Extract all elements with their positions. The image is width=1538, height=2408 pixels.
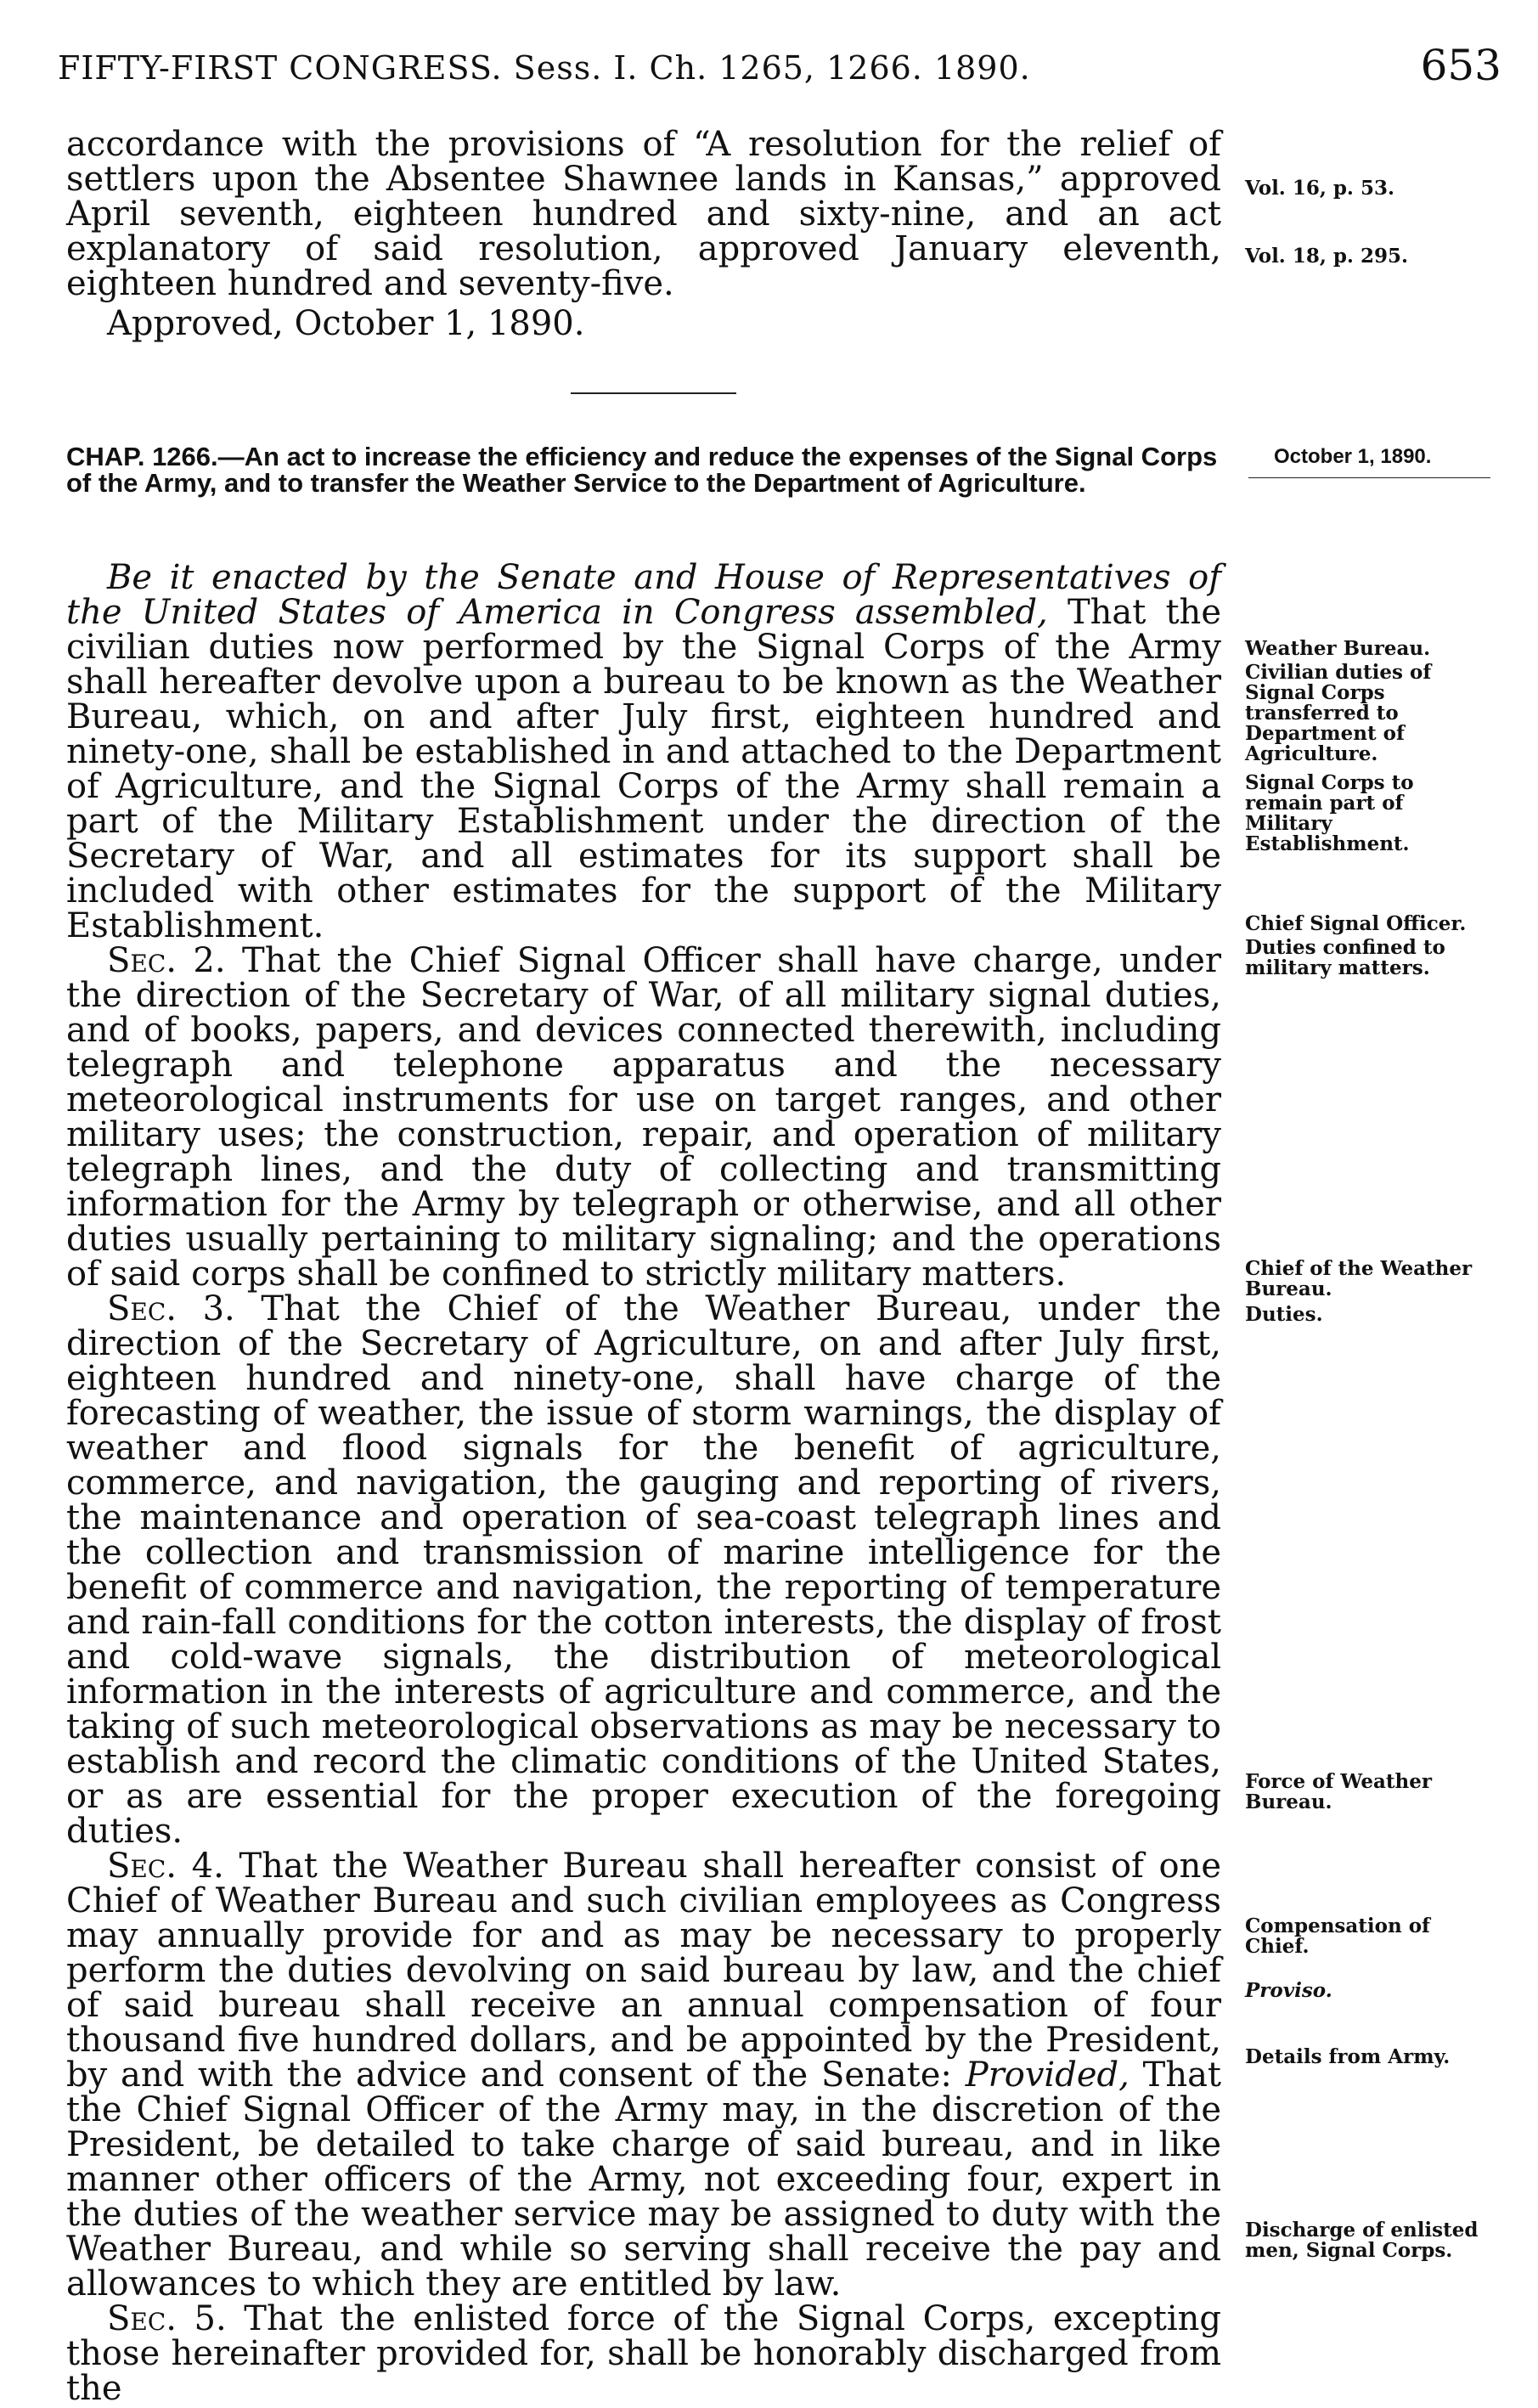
- margin-note-chief-signal-officer: Chief Signal Officer.: [1245, 912, 1467, 935]
- chapter-date: October 1, 1890.: [1274, 445, 1432, 468]
- margin-note-chief-weather-bureau: Chief of the Weather Bureau.: [1245, 1257, 1473, 1300]
- page-header: [58, 41, 1501, 100]
- enacting-paragraph: [66, 558, 1221, 945]
- margin-note-signal-corps-remain: Signal Corps to remain part of Military Establishment.: [1245, 771, 1414, 855]
- running-head: FIFTY-FIRST CONGRESS. Sess. I. Ch. 1265, 1266. 1890.: [58, 49, 1031, 87]
- section-2: [66, 941, 1222, 1294]
- opening-text: accordance with the provisions of “A resolution for the relief of settlers upon the Absentee Shawnee lands in Kansas,” approved April seventh, eighteen hundred and sixty-nine, and an act explanatory of said resolution, approved January eleventh, eighteen hundred and seventy-five.: [66, 125, 1221, 303]
- act-body: [66, 558, 1222, 2408]
- section-5: [66, 2299, 1222, 2408]
- margin-note-duties: Duties.: [1245, 1303, 1323, 1326]
- section-5-label: Sec. 5.: [107, 2299, 227, 2338]
- section-2-text: That the Chief Signal Officer shall have charge, under the direction of the Secretary of War, of all military signal duties, and of books, papers, and devices connected therewith, including telegraph and telephone apparatus and the necessary meteorological instruments for use on target ranges, and other military uses; the construction, repair, and operation of military telegraph lines, and the duty of collecting and transmitting information for the Army by telegraph or otherwise, and all other duties usually pertaining to military signaling; and the operations of said corps shall be confined to strictly military matters.: [66, 941, 1222, 1294]
- margin-note-details-army: Details from Army.: [1245, 2045, 1451, 2068]
- section-1-text: That the civilian duties now performed by the Signal Corps of the Army shall hereafter devolve upon a bureau to be known as the Weather Bureau, which, on and after July first, eighteen hundred and ninety-one, shall be established in and attached to the Department of Agriculture, and the Signal Corps of the Army shall remain a part of the Military Establishment under the direction of the Secretary of War, and all estimates for its support shall be included with other estimates for the support of the Military Establishment.: [66, 593, 1221, 945]
- section-3: [66, 1289, 1222, 1851]
- chapter-heading: [66, 443, 1221, 496]
- section-2-label: Sec. 2.: [107, 941, 226, 980]
- margin-note-vol16: Vol. 16, p. 53.: [1245, 177, 1394, 200]
- margin-note-weather-bureau: Weather Bureau.: [1245, 637, 1431, 660]
- date-rule: [1248, 477, 1490, 478]
- section-5-text: That the enlisted force of the Signal Corps, excepting those hereinafter provided for, shall be honorably discharged from the: [66, 2299, 1222, 2408]
- section-4-text: That the Weather Bureau shall hereafter consist of one Chief of Weather Bureau and such civilian employees as Congress may annually provide for and as may be necessary to properly perform the duties devolving on said bureau by law, and the chief of said bureau shall receive an annual compensation of four thousand five hundred dollars, and be appointed by the President, by and with the advice and consent of the Senate:: [66, 1847, 1222, 2095]
- section-4-label: Sec. 4.: [107, 1847, 224, 1886]
- margin-note-compensation: Compensation of Chief.: [1245, 1915, 1430, 1958]
- section-3-text: That the Chief of the Weather Bureau, under the direction of the Secretary of Agriculture, on and after July first, eighteen hundred and ninety-one, shall have charge of the forecasting of weather, the issue of storm warnings, the display of weather and flood signals for the benefit of agriculture, commerce, and navigation, the gauging and reporting of rivers, the maintenance and operation of sea-coast telegraph lines and the collection and transmission of marine intelligence for the benefit of commerce and navigation, the reporting of temperature and rain-fall conditions for the cotton interests, the display of frost and cold-wave signals, the distribution of meteorological information in the interests of agriculture and commerce, and the taking of such meteorological observations as may be necessary to establish and record the climatic conditions of the United States, or as are essential for the proper execution of the foregoing duties.: [66, 1289, 1222, 1851]
- margin-note-vol18: Vol. 18, p. 295.: [1245, 245, 1408, 268]
- section-3-label: Sec. 3.: [107, 1289, 235, 1328]
- proviso-word: Provided,: [965, 2056, 1130, 2095]
- opening-paragraph: [66, 127, 1221, 341]
- section-4-text-after: That the Chief Signal Officer of the Army may, in the discretion of the President, be detailed to take charge of said bureau, and in like manner other officers of the Army, not exceeding four, expert in the duties of the weather service may be assigned to duty with the Weather Bureau, and while so serving shall receive the pay and allowances to which they are entitled by law.: [66, 2056, 1222, 2304]
- margin-note-force: Force of Weather Bureau.: [1245, 1770, 1433, 1813]
- chapter-title: CHAP. 1266.—An act to increase the efficiency and reduce the expenses of the Signal Corps of the Army, and to transfer the Weather Service to the Department of Agriculture.: [66, 442, 1218, 498]
- margin-note-discharge: Discharge of enlisted men, Signal Corps.: [1245, 2219, 1479, 2262]
- margin-note-civilian-duties: Civilian duties of Signal Corps transferred to Department of Agriculture.: [1245, 661, 1432, 765]
- margin-note-duties-confined: Duties confined to military matters.: [1245, 936, 1445, 979]
- section-divider: [571, 392, 736, 394]
- page-number: 653: [1420, 41, 1501, 90]
- margin-note-proviso: Proviso.: [1245, 1979, 1332, 2002]
- enacting-clause: Be it enacted by the Senate and House of Representatives of the United States of America in Congress assembled,: [66, 558, 1221, 632]
- section-4: [66, 1849, 1221, 2302]
- approved-line: Approved, October 1, 1890.: [107, 304, 585, 343]
